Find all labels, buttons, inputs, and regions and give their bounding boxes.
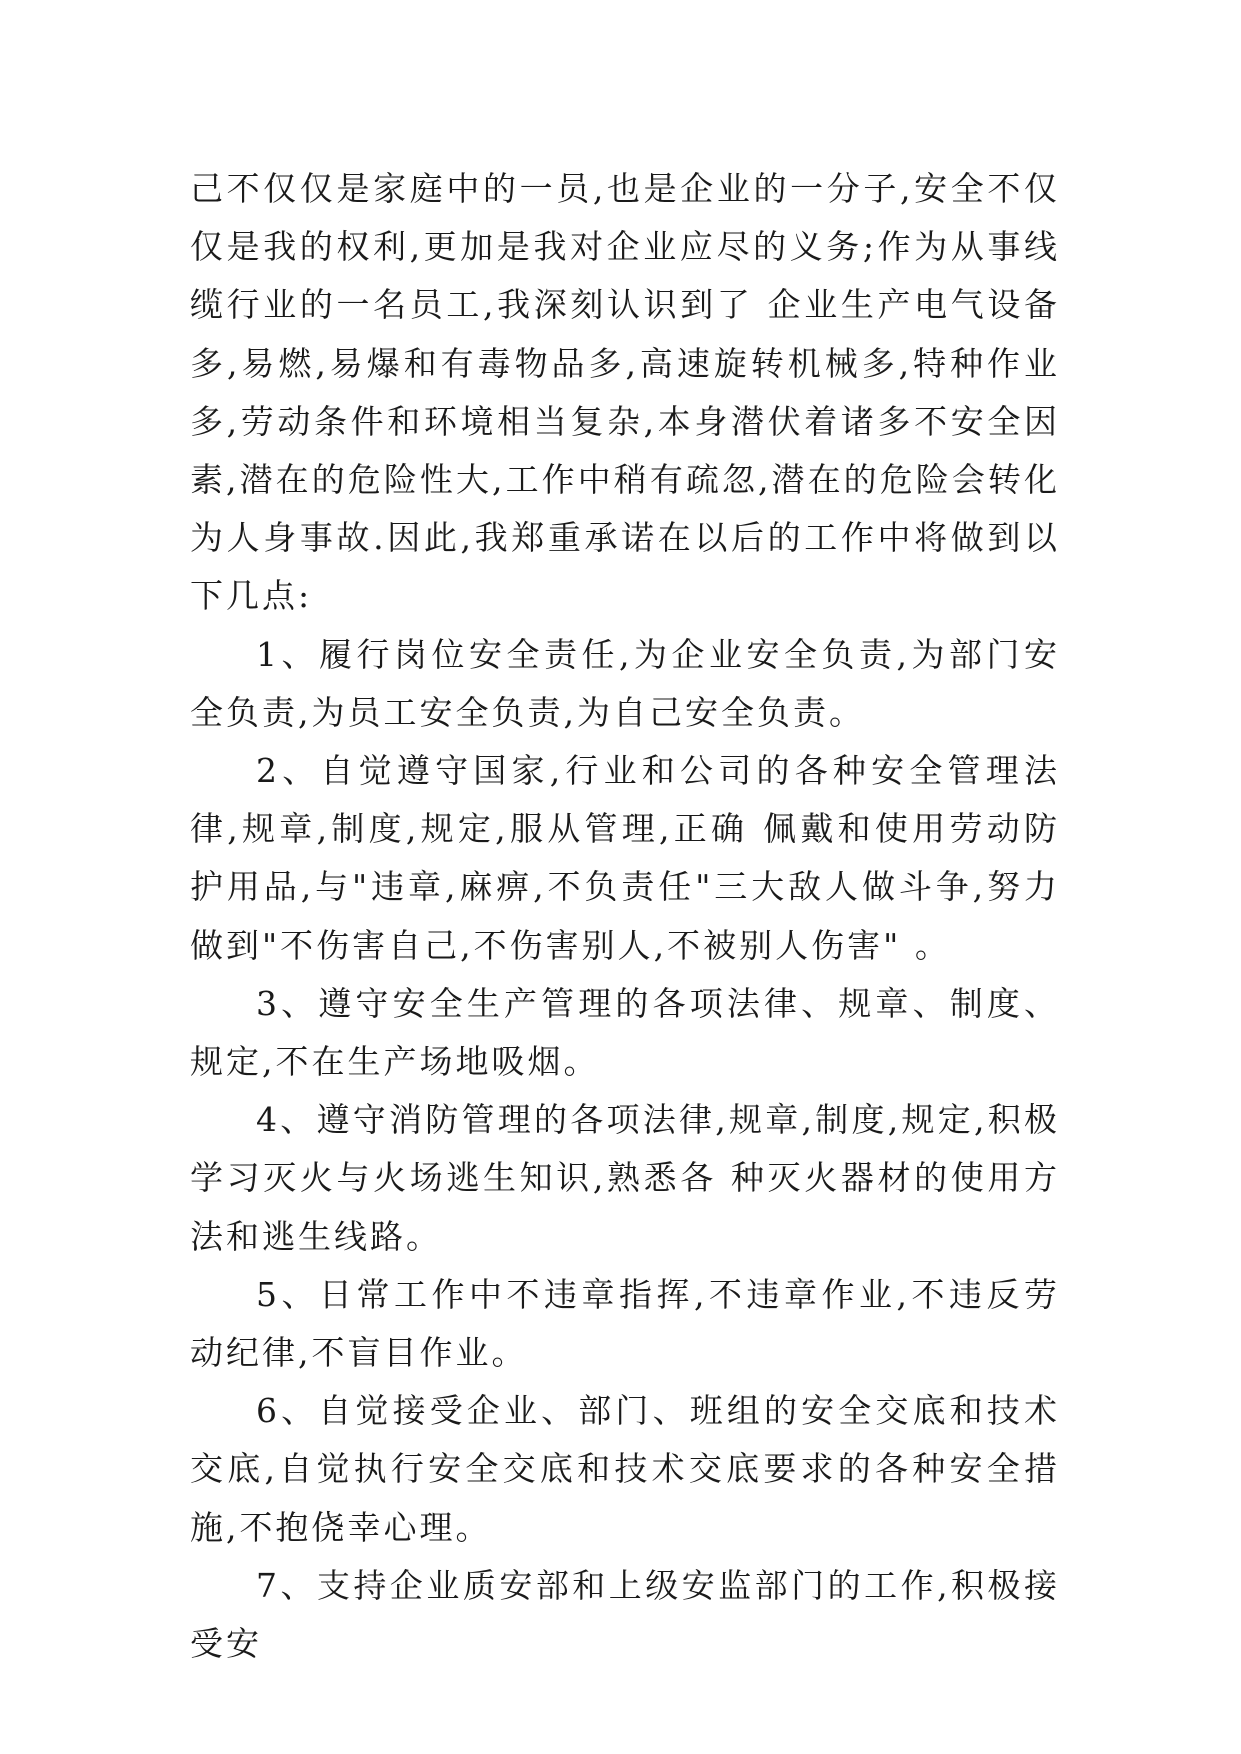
item-7-paragraph: 7、支持企业质安部和上级安监部门的工作,积极接受安	[190, 1565, 1060, 1664]
item-1-paragraph: 1、履行岗位安全责任,为企业安全负责,为部门安全负责,为员工安全负责,为自己安全负责。	[190, 634, 1060, 732]
item-6-paragraph: 6、自觉接受企业、部门、班组的安全交底和技术交底,自觉执行安全交底和技术交底要求的各种安全措施,不抱侥幸心理。	[190, 1391, 1060, 1547]
item-2-paragraph: 2、自觉遵守国家,行业和公司的各种安全管理法律,规章,制度,规定,服从管理,正确 佩戴和使用劳动防护用品,与"违章,麻痹,不负责任"三大敌人做斗争,努力做到"不伤害自己,不伤害别人,不被别人伤害" 。	[190, 751, 1060, 965]
intro-paragraph: 己不仅仅是家庭中的一员,也是企业的一分子,安全不仅仅是我的权利,更加是我对企业应尽的义务;作为从事线缆行业的一名员工,我深刻认识到了 企业生产电气设备多,易燃,易爆和有毒物品多,高速旋转机械多,特种作业多,劳动条件和环境相当复杂,本身潜伏着诸多不安全因素,潜在的危险性大,工作中稍有疏忽,潜在的危险会转化为人身事故.因此,我郑重承诺在以后的工作中将做到以下几点:	[190, 169, 1060, 616]
document-body	[190, 160, 1060, 1673]
item-5-paragraph: 5、日常工作中不违章指挥,不违章作业,不违反劳动纪律,不盲目作业。	[190, 1274, 1060, 1373]
item-3-paragraph: 3、遵守安全生产管理的各项法律、规章、制度、规定,不在生产场地吸烟。	[190, 983, 1060, 1082]
item-4-paragraph: 4、遵守消防管理的各项法律,规章,制度,规定,积极学习灭火与火场逃生知识,熟悉各 种灭火器材的使用方法和逃生线路。	[190, 1100, 1060, 1256]
